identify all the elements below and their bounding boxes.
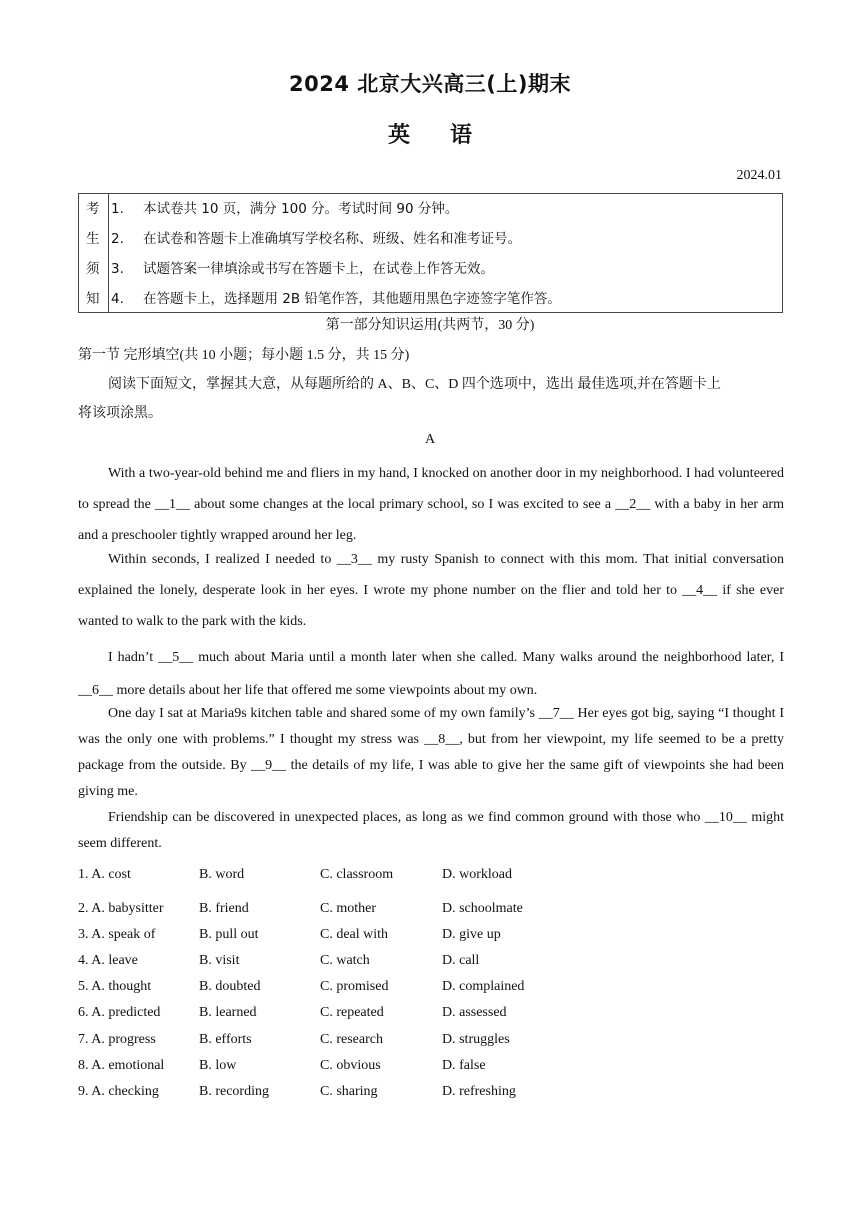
option-c: C. watch [320,953,370,968]
option-row [78,901,784,923]
option-c: C. research [320,1032,383,1047]
passage-paragraph: I hadn’t __5__ much about Maria until a month later when she called. Many walks around the neighborhood later, I __6__ more details about her life that offered me some viewpoints about my own. [78,650,784,698]
notice-side-char: 考 [86,201,100,217]
option-row [78,1084,784,1106]
option-c: C. promised [320,979,389,994]
option-b: B. word [199,867,245,882]
instruction-line: 将该项涂黑。 [78,406,162,421]
notice-item-number: 4. [111,291,124,307]
option-a: 4. A. leave [78,953,138,968]
option-b: B. pull out [199,927,259,942]
option-row [78,1058,784,1080]
notice-item-number: 3. [111,261,124,277]
option-d: D. give up [442,927,501,942]
notice-item-number: 2. [111,231,124,247]
option-a: 5. A. thought [78,979,152,994]
part-title: 第一部分知识运用(共两节，30 分) [325,318,535,333]
notice-item [111,227,521,247]
option-a: 1. A. cost [78,867,131,882]
option-b: B. friend [199,901,249,916]
option-b: B. low [199,1058,237,1073]
option-d: D. assessed [442,1005,507,1020]
option-c: C. sharing [320,1084,378,1099]
option-a: 7. A. progress [78,1032,156,1047]
option-c: C. repeated [320,1005,384,1020]
exam-title: 2024 北京大兴高三(上)期末 [289,72,571,96]
option-d: D. false [442,1058,486,1073]
exam-date: 2024.01 [736,168,782,183]
passage-paragraph: With a two-year-old behind me and fliers in my hand, I knocked on another door in my neighborhood. I had volunteered to spread the __1__ about some changes at the local primary school, so I was excited to see a __2__ with a baby in her arm and a preschooler tightly wrapped around her leg. [78,466,784,543]
option-d: D. complained [442,979,525,994]
notice-side-char: 生 [86,231,100,247]
option-d: D. workload [442,867,512,882]
option-c: C. classroom [320,867,394,882]
passage-label: A [424,432,436,447]
option-b: B. efforts [199,1032,252,1047]
notice-side-label [79,194,109,312]
option-row [78,927,784,949]
notice-item [111,287,561,307]
notice-item-number: 1. [111,201,124,217]
option-row [78,1032,784,1054]
passage-paragraph: One day I sat at Maria9s kitchen table and shared some of my own family’s __7__ Her eyes got big, saying “I thought I was the only one with problems.” I thought my stress was __8__, but from her viewpoint, my life seemed to be a pretty package from the outside. By __9__ the details of my life, I was able to give her the same gift of viewpoints she had been giving me. [78,706,784,799]
option-row [78,1005,784,1027]
notice-side-char: 须 [86,261,100,277]
passage-paragraph: Within seconds, I realized I needed to __3__ my rusty Spanish to connect with this mom. That initial conversation explained the lonely, desperate look in her eyes. I wrote my phone number on the flier and told her to __4__ if she ever wanted to walk to the park with the kids. [78,552,784,629]
notice-item-text: 在试卷和答题卡上准确填写学校名称、班级、姓名和准考证号。 [143,231,521,247]
option-row [78,867,784,889]
option-d: D. schoolmate [442,901,523,916]
notice-item [111,197,458,217]
option-b: B. visit [199,953,240,968]
option-b: B. learned [199,1005,257,1020]
option-a: 3. A. speak of [78,927,156,942]
notice-item-text: 本试卷共 10 页，满分 100 分。考试时间 90 分钟。 [143,201,459,217]
passage-paragraph: Friendship can be discovered in unexpected places, as long as we find common ground with those who __10__ might seem different. [78,810,784,851]
notice-item-text: 在答题卡上，选择题用 2B 铅笔作答，其他题用黑色字迹签字笔作答。 [143,291,561,307]
notice-item [111,257,494,277]
subsection-title: 第一节 完形填空(共 10 小题；每小题 1.5 分，共 15 分) [78,348,410,363]
option-b: B. doubted [199,979,261,994]
option-a: 9. A. checking [78,1084,159,1099]
option-c: C. mother [320,901,376,916]
option-a: 8. A. emotional [78,1058,165,1073]
option-d: D. struggles [442,1032,510,1047]
option-row [78,953,784,975]
option-b: B. recording [199,1084,269,1099]
option-c: C. deal with [320,927,389,942]
option-row [78,979,784,1001]
exam-subject: 英语 [387,123,512,148]
instruction-line: 阅读下面短文，掌握其大意，从每题所给的 A、B、C、D 四个选项中，选出 最佳选项,并在答题卡上 [108,377,721,392]
notice-item-text: 试题答案一律填涂或书写在答题卡上，在试卷上作答无效。 [143,261,494,277]
option-d: D. refreshing [442,1084,516,1099]
candidate-notice-box [78,193,783,313]
option-c: C. obvious [320,1058,381,1073]
option-a: 6. A. predicted [78,1005,161,1020]
option-d: D. call [442,953,480,968]
notice-side-char: 知 [86,291,100,307]
option-a: 2. A. babysitter [78,901,164,916]
